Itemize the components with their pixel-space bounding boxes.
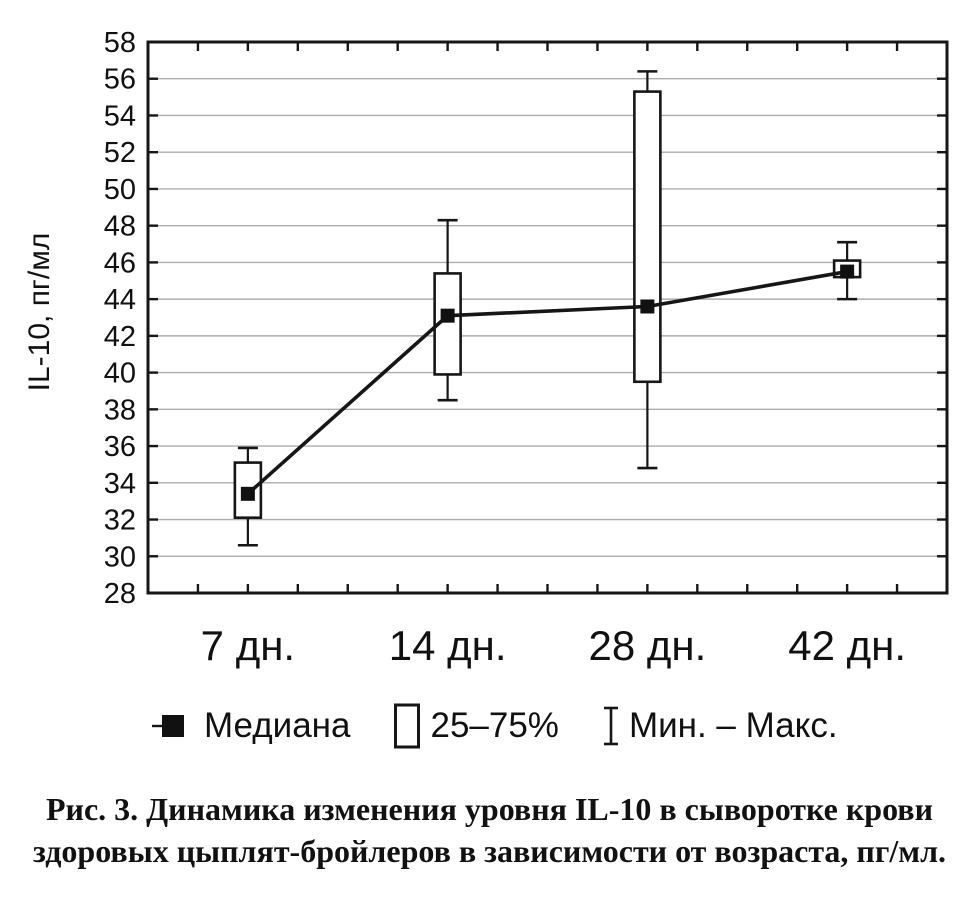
legend-label-median: Медиана (204, 706, 351, 745)
y-tick-label-46: 46 (103, 247, 136, 280)
y-tick-label-44: 44 (103, 284, 136, 317)
y-tick-label-52: 52 (103, 137, 136, 170)
plot-border (148, 42, 947, 593)
legend-item-median (152, 706, 350, 746)
median-marker-2 (640, 299, 654, 313)
x-tick-label-0: 7 дн. (200, 622, 296, 669)
min-max-whisker-icon (603, 705, 619, 747)
iqr-box-icon (394, 703, 420, 749)
y-axis-title: IL-10, пг/мл (23, 232, 56, 392)
y-tick-label-30: 30 (103, 541, 136, 574)
y-tick-label-32: 32 (103, 504, 136, 537)
median-line (248, 272, 847, 494)
caption-line-2: здоровых цыплят-бройлеров в зависимости от возраста, пг/мл. (32, 833, 947, 869)
x-tick-label-2: 28 дн. (588, 622, 707, 669)
median-marker-0 (241, 487, 255, 501)
legend-label-minmax: Мин. – Макс. (628, 706, 838, 745)
chart-legend (152, 698, 838, 754)
y-tick-label-48: 48 (103, 210, 136, 243)
y-tick-label-50: 50 (103, 173, 136, 206)
x-tick-label-1: 14 дн. (388, 622, 507, 669)
legend-label-iqr: 25–75% (430, 706, 559, 745)
x-tick-label-3: 42 дн. (788, 622, 907, 669)
y-tick-label-58: 58 (103, 27, 136, 59)
y-tick-label-54: 54 (103, 100, 136, 133)
y-tick-label-40: 40 (103, 357, 136, 390)
y-tick-label-28: 28 (103, 578, 136, 610)
iqr-box-2 (634, 92, 660, 382)
y-tick-label-56: 56 (103, 63, 136, 96)
y-tick-label-38: 38 (103, 394, 136, 427)
median-marker-1 (441, 309, 455, 323)
legend-item-iqr-box (394, 703, 558, 749)
y-tick-label-42: 42 (103, 320, 136, 353)
figure-caption (0, 788, 979, 872)
caption-line-1: Рис. 3. Динамика изменения уровня IL-10 в сыворотке крови (45, 791, 934, 827)
legend-item-minmax (603, 705, 838, 747)
median-marker-3 (840, 265, 854, 279)
y-tick-label-34: 34 (103, 467, 136, 500)
median-marker-icon (152, 711, 194, 741)
y-tick-label-36: 36 (103, 431, 136, 464)
